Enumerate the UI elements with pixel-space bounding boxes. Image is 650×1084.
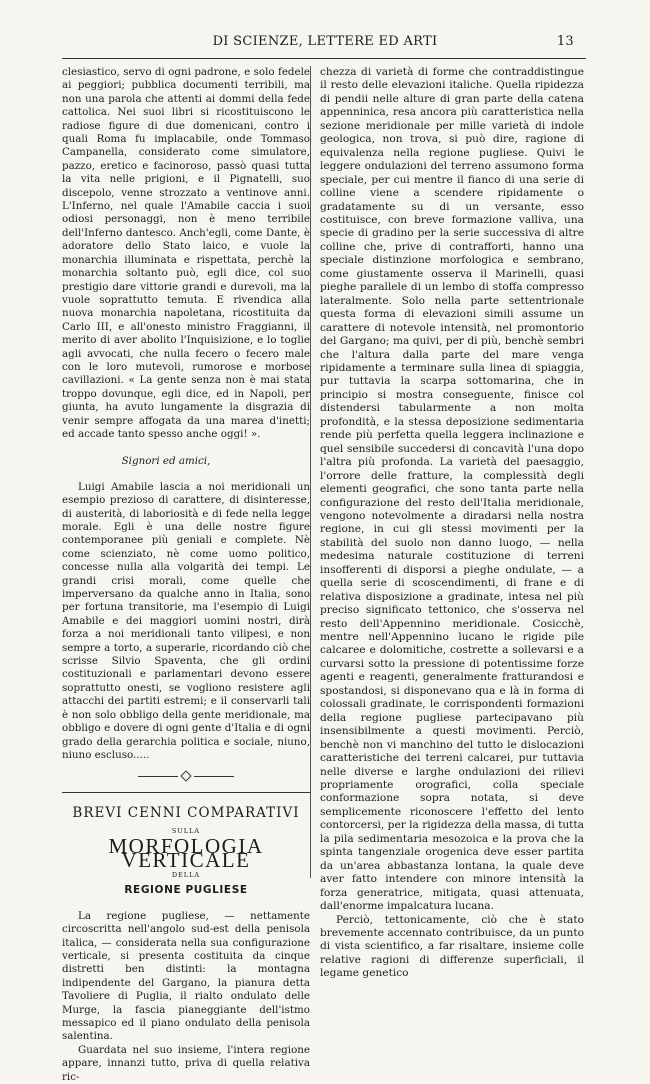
paragraph-region-intro: La regione pugliese, — nettamente circoscritta nell'angolo sud-est della penisola italica, — considerata nella sua configurazione verticale, si presenta costituita da cinque distretti ben distinti: la montagna indipendente del Gargano, la pianura detta Tavoliere di Puglia, il rialto ondulato delle Murge, la fascia pianeggiante dell'istmo messapico ed il piano ondulato della penisola salentina.: [62, 909, 310, 1043]
section-ornament: [138, 772, 234, 782]
right-column: [320, 66, 584, 981]
page-number: 13: [556, 34, 574, 49]
header-rule: [62, 58, 586, 59]
journal-title: DI SCIENZE, LETTERE ED ARTI: [212, 34, 438, 49]
paragraph-region-overview: Guardata nel suo insieme, l'intera regione appare, innanzi tutto, priva di quella relativa ric-: [62, 1043, 310, 1083]
article-title-line1: BREVI CENNI COMPARATIVI: [72, 805, 300, 822]
left-column: [62, 66, 310, 1084]
paragraph-closing-speech: Luigi Amabile lascia a noi meridionali un esempio prezioso di carattere, di disinteresse, di austerità, di laboriosità e di fede nella legge morale. Egli è una delle nostre figure contemporanee più geniali e complete. Nè come scienziato, nè come uomo politico, concesse nulla alla volgarità dei tempi. Le grandi crisi morali, come quelle che imperversano da qualche anno in Italia, sono per fortuna transitorie, ma l'esempio di Luigi Amabile e dei maggiori uomini nostri, dirà forza a noi meridionali tanto vilipesi, e non sempre a torto, a superarle, ricordando ciò che scrisse Silvio Spaventa, che gli ordini costituzionali e parlamentari devono essere soprattutto onesti, se vogliono resistere agli attacchi dei partiti estremi; e il conservarli tali è non solo obbligo della gente meridionale, ma obbligo e dovere di ogni gente d'Italia e di ogni grado della gerarchia politica e sociale, niuno, niuno escluso.....: [62, 480, 310, 761]
column-divider: [310, 66, 311, 878]
section-rule: [62, 792, 310, 793]
paragraph-morphology: chezza di varietà di forme che contraddistingue il resto delle elevazioni italiche. Quella ripidezza di pendii nelle alture di gran parte della catena appenninica, resa ancora più caratteristica nella sezione meridionale per mille varietà di indole geologica, non trova, si può dire, ragione di equivalenza nella regione pugliese. Quivi le leggere ondulazioni del terreno assumono forma speciale, per cui mentre il fianco di una serie di colline viene a scendere ripidamente o gradatamente su di un versante, esso costituisce, con breve formazione valliva, una specie di gradino per la serie successiva di altre colline che, prive di contrafforti, hanno una speciale distinzione morfologica e sembrano, come giustamente osserva il Marinelli, quasi pieghe parallele di un lembo di stoffa compresso lateralmente. Solo nella parte settentrionale questa forma di elevazioni simili assume un carattere di notevole intensità, nel promontorio del Gargano; ma quivi, per di più, benchè sembri che l'altura dalla parte del mare venga ripidamente a terminare sulla linea di spiaggia, pur tuttavia la scarpa sottomarina, che in principio si mostra conseguente, finisce col distendersi tabularmente a non molta profondità, e la stessa deposizione sedimentaria rende più perfetta quella leggera inclinazione e quel sensibile succedersi di concavità l'una dopo l'altra più profonda. La varietà del paesaggio, l'orrore delle fratture, la complessità degli elementi geografici, che sono tanta parte nella configurazione del resto dell'Italia meridionale, vengono notevolmente a diradarsi nella nostra regione, in cui gli stessi movimenti per la stabilità del suolo non danno luogo, — nella medesima naturale costituzione di terreni insofferenti di disporsi a pieghe ondulate, — a quella serie di scoscendimenti, di frane e di relativa disposizione a gradinate, intesa nel più preciso significato tettonico, che s'osserva nel resto dell'Appennino meridionale. Cosicchè, mentre nell'Appennino lucano le rigide pile calcaree e dolomitiche, costrette a sollevarsi e a curvarsi sotto la pressione di potentissime forze agenti e reagenti, generalmente fratturandosi e spostandosi, si disponevano qua e là in forma di colossali gradinate, le corrispondenti formazioni della regione pugliese partecipavano più insensibilmente a questi movimenti. Perciò, benchè non vi manchino del tutto le dislocazioni caratteristiche dei terreni calcarei, pur tuttavia nelle diverse e larghe ondulazioni dei rilievi propriamente orografici, colla speciale conformazione sopra notata, si deve semplicemente riconoscere l'effetto del lento contorcersi, per la rigidezza della massa, di tutta la pila sedimentaria mesozoica e la prova che la spinta tangenziale orogenica deve esser partita da un'area abbastanza lontana, la quale deve aver fatto intendere con minore intensità la forza generatrice, mitigata, quasi attenuata, dall'enorme impalcatura lucana.: [320, 66, 584, 913]
article-title-sulla: SULLA: [171, 826, 201, 835]
address-subhead: Signori ed amici,: [121, 455, 211, 468]
paragraph-tectonics: Perciò, tettonicamente, ciò che è stato brevemente accennato contribuisce, da un punto di vista scientifico, a far risaltare, insieme colle relative ragioni di differenze superficiali, il legame genetico: [320, 913, 584, 980]
running-header: [0, 30, 650, 54]
paragraph-amabile-works: clesiastico, servo di ogni padrone, e solo fedele ai peggiori; pubblica documenti terribili, ma non una parola che attenti ai dommi della fede cattolica. Nei suoi libri si ricostituiscono le radiose figure di due domenicani, contro i quali Roma fu implacabile, onde Tommaso Campanella, considerato come simulatore, pazzo, eretico e facinoroso, passò quasi tutta la vita nelle prigioni, e il Pignatelli, suo discepolo, venne strozzato a ventinove anni. L'Inferno, nel quale l'Amabile caccia i suoi odiosi personaggi, non è meno terribile dell'Inferno dantesco. Anch'egli, come Dante, è adoratore dello Stato laico, e vuole la monarchia illuminata e rispettata, perchè la monarchia soltanto può, egli dice, col suo prestigio dare vittorie grandi e durevoli, ma la vuole soprattutto temuta. E rivendica alla nuova monarchia napoletana, ricostituita da Carlo III, e all'onesto ministro Fraggianni, il merito di aver abolito l'Inquisizione, e lo toglie agli avvocati, che nulla fecero o fecero male con le loro mutevoli, rumorose e morbose cavillazioni. « La gente senza non è mai stata troppo dovunque, egli dice, ed in Napoli, per giunta, ha avuto lungamente la disgrazia di venir sempre affogata da una marea d'inetti; ed accade tanto spesso anche oggi! ».: [62, 66, 310, 440]
article-title-main: MORFOLOGIA VERTICALE: [108, 834, 264, 872]
article-title-region: REGIONE PUGLIESE: [124, 884, 248, 897]
article-title-della: DELLA: [171, 870, 201, 879]
